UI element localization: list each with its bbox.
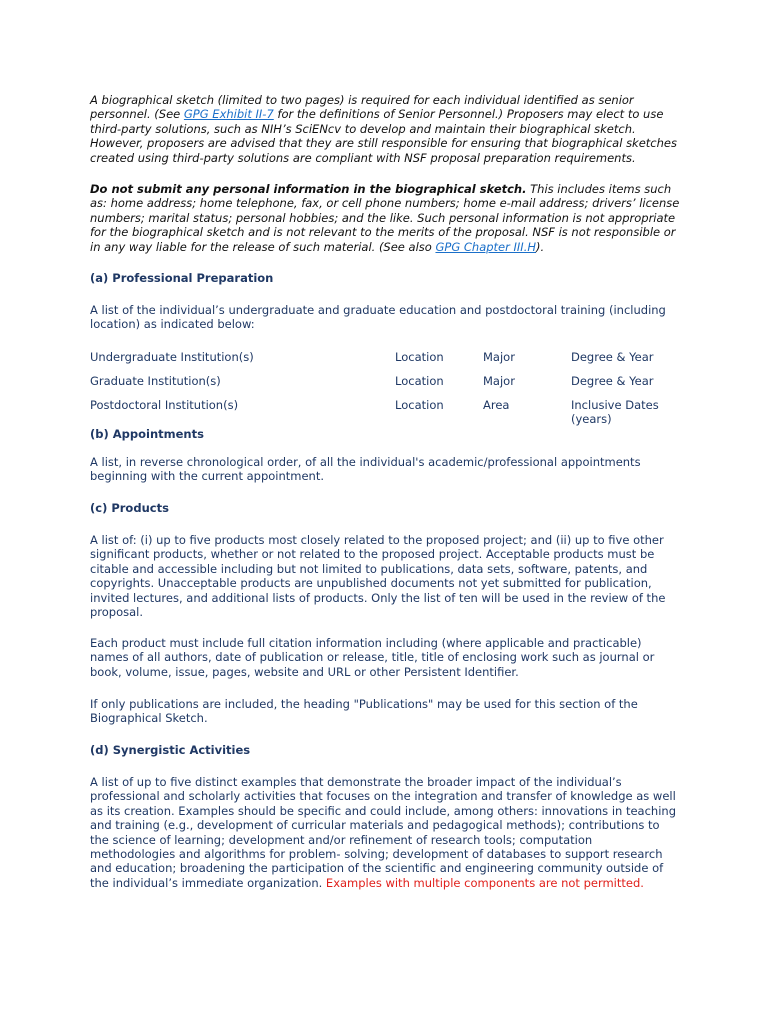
gpg-exhibit-link[interactable]: GPG Exhibit II-7	[183, 107, 274, 122]
institution-cell: Undergraduate Institution(s)	[90, 350, 254, 364]
section-c-paragraph-2: Each product must include full citation information including (where applicable and practicable) names of all authors, date of publication or release, title, title of enclosing work such as journal or book, volume, issue, pages, website and URL or other Persistent Identifier.	[90, 636, 655, 679]
section-c-paragraph-3: If only publications are included, the heading "Publications" may be used for this section of the Biographical Sketch.	[90, 697, 638, 726]
field-cell: Area	[483, 398, 510, 412]
institution-cell: Postdoctoral Institution(s)	[90, 398, 239, 412]
institution-cell: Graduate Institution(s)	[90, 374, 221, 388]
intro-paragraph-1	[90, 93, 680, 165]
section-a-heading: (a) Professional Preparation	[90, 271, 274, 285]
section-c-paragraph-1: A list of: (i) up to five products most closely related to the proposed project; and (ii) up to five other significant products, whether or not related to the proposed project. Acceptable products must be citable and accessible including but not limited to publications, data sets, software, patents, and copyrights. Unacceptable products are unpublished documents not yet submitted for publication, invited lectures, and additional lists of products. Only the list of ten will be used in the review of the proposal.	[90, 533, 666, 620]
intro-p1-text: A biographical sketch (limited to two pages) is required for each individual identified as senior personnel. (See	[90, 93, 634, 122]
field-cell: Major	[483, 374, 515, 388]
section-b-heading: (b) Appointments	[90, 427, 204, 441]
section-a-text: A list of the individual’s undergraduate and graduate education and postdoctoral training (including location) as indicated below:	[90, 303, 666, 332]
location-cell: Location	[395, 398, 444, 412]
section-d-body: A list of up to five distinct examples that demonstrate the broader impact of the individual’s professional and scholarly activities that focuses on the integration and transfer of knowledge as well as its creation. Examples should be specific and could include, among others: innovations in teaching and training (e.g., development of curricular materials and pedagogical methods); contributions to the science of learning; development and/or refinement of research tools; computation methodologies and algorithms for problem- solving; development of databases to support research and education; broadening the participation of the scientific and engineering community outside of the individual’s immediate organization.	[90, 775, 676, 890]
degree-cell: Degree & Year	[571, 350, 654, 364]
field-cell: Major	[483, 350, 515, 364]
degree-cell: Degree & Year	[571, 374, 654, 388]
intro-paragraph-2	[90, 182, 680, 254]
intro-p2-end: ).	[536, 239, 545, 254]
intro-p1-text-cont: for the definitions of Senior Personnel.) Proposers may elect to use third-party solutions, such as NIH’s SciENcv to develop and maintain their biographical sketch. However, proposers are advised that they are still responsible for ensuring that biographical sketches created using third-party solutions are compliant with NSF proposal preparation requirements.	[90, 107, 677, 165]
table-row	[90, 398, 690, 428]
section-c-heading: (c) Products	[90, 501, 169, 515]
privacy-warning-bold: Do not submit any personal information in the biographical sketch.	[90, 182, 527, 196]
degree-cell: Inclusive Dates (years)	[571, 398, 659, 427]
intro-p2-text: This includes items such as: home address; home telephone, fax, or cell phone numbers; home e-mail address; drivers’ license numbers; marital status; personal hobbies; and the like. Such personal information is not appropriate for the biographical sketch and is not relevant to the merits of the proposal. NSF is not responsible or in any way liable for the release of such material. (See also	[90, 182, 680, 254]
section-d-text	[90, 775, 680, 890]
section-b-text: A list, in reverse chronological order, of all the individual's academic/professional appointments beginning with the current appointment.	[90, 455, 641, 484]
location-cell: Location	[395, 350, 444, 364]
location-cell: Location	[395, 374, 444, 388]
gpg-chapter-link[interactable]: GPG Chapter III.H	[435, 239, 536, 254]
multiple-components-warning: Examples with multiple components are not permitted.	[325, 875, 644, 890]
section-d-heading: (d) Synergistic Activities	[90, 743, 251, 757]
